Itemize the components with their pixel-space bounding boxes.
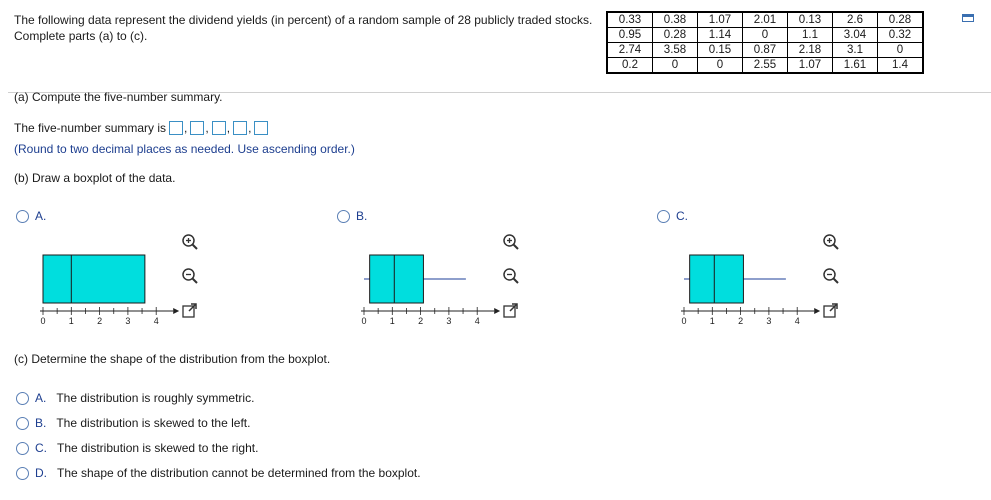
option-text: The distribution is skewed to the right. xyxy=(57,441,259,455)
tick-label: 2 xyxy=(738,316,744,326)
expand-icon[interactable] xyxy=(822,302,840,320)
shape-option-b[interactable] xyxy=(16,416,250,430)
table-cell: 0 xyxy=(698,58,743,74)
option-letter: C. xyxy=(676,209,688,223)
tick-label: 3 xyxy=(446,316,452,326)
table-cell: 2.01 xyxy=(743,12,788,28)
table-cell: 0 xyxy=(878,43,924,58)
table-cell: 2.18 xyxy=(788,43,833,58)
shape-option-d[interactable] xyxy=(16,466,421,480)
table-cell: 0.95 xyxy=(607,28,653,43)
table-cell: 0.2 xyxy=(607,58,653,74)
shape-option-c[interactable] xyxy=(16,441,258,455)
expand-icon[interactable] xyxy=(502,302,520,320)
table-cell: 2.55 xyxy=(743,58,788,74)
radio-shape-c[interactable] xyxy=(16,442,29,455)
option-letter: D. xyxy=(35,466,47,480)
tick-label: 1 xyxy=(68,316,74,326)
radio-a[interactable] xyxy=(16,210,29,223)
radio-c[interactable] xyxy=(657,210,670,223)
tick-label: 0 xyxy=(681,316,687,326)
option-letter: B. xyxy=(356,209,368,223)
option-text: The shape of the distribution cannot be determined from the boxplot. xyxy=(57,466,421,480)
table-row xyxy=(607,43,923,58)
table-row xyxy=(607,58,923,74)
zoom-out-icon[interactable] xyxy=(822,267,840,285)
option-letter: B. xyxy=(35,416,47,430)
table-cell: 0 xyxy=(743,28,788,43)
option-letter: A. xyxy=(35,391,47,405)
table-cell: 1.07 xyxy=(698,12,743,28)
zoom-out-icon[interactable] xyxy=(181,267,199,285)
tick-label: 3 xyxy=(125,316,131,326)
summary-input-3[interactable] xyxy=(212,121,226,135)
table-row xyxy=(607,28,923,43)
tick-label: 4 xyxy=(474,316,480,326)
data-table xyxy=(606,11,924,74)
table-cell: 3.04 xyxy=(833,28,878,43)
summary-input-5[interactable] xyxy=(254,121,268,135)
tick-label: 0 xyxy=(361,316,367,326)
table-cell: 1.1 xyxy=(788,28,833,43)
boxplot-option-b[interactable] xyxy=(337,209,367,223)
rounding-hint: (Round to two decimal places as needed. Use ascending order.) xyxy=(14,142,355,156)
part-a-heading: (a) Compute the five-number summary. xyxy=(14,90,223,104)
radio-shape-b[interactable] xyxy=(16,417,29,430)
tick-label: 1 xyxy=(389,316,395,326)
boxplot-a xyxy=(30,245,190,330)
option-letter: C. xyxy=(35,441,47,455)
zoom-in-icon[interactable] xyxy=(181,233,199,251)
summary-input-1[interactable] xyxy=(169,121,183,135)
part-c-heading: (c) Determine the shape of the distribution from the boxplot. xyxy=(14,352,331,366)
tick-label: 0 xyxy=(40,316,46,326)
table-cell: 1.4 xyxy=(878,58,924,74)
box xyxy=(43,255,145,303)
five-number-summary-row: The five-number summary is , , , , xyxy=(14,121,268,135)
table-cell: 0.13 xyxy=(788,12,833,28)
summary-input-2[interactable] xyxy=(190,121,204,135)
part-b-heading: (b) Draw a boxplot of the data. xyxy=(14,171,176,185)
tick-label: 3 xyxy=(766,316,772,326)
table-cell: 1.07 xyxy=(788,58,833,74)
table-cell: 0.87 xyxy=(743,43,788,58)
table-cell: 0.38 xyxy=(653,12,698,28)
tick-label: 2 xyxy=(97,316,103,326)
table-cell: 0.15 xyxy=(698,43,743,58)
zoom-in-icon[interactable] xyxy=(502,233,520,251)
table-cell: 0.32 xyxy=(878,28,924,43)
axis-arrow xyxy=(173,308,179,314)
summary-label: The five-number summary is xyxy=(14,121,167,135)
boxplot-b xyxy=(351,245,511,330)
tick-label: 1 xyxy=(709,316,715,326)
table-cell: 2.6 xyxy=(833,12,878,28)
expand-icon[interactable] xyxy=(181,302,199,320)
radio-shape-a[interactable] xyxy=(16,392,29,405)
axis-arrow xyxy=(494,308,500,314)
table-cell: 3.1 xyxy=(833,43,878,58)
tick-label: 4 xyxy=(794,316,800,326)
option-text: The distribution is skewed to the left. xyxy=(56,416,251,430)
axis-arrow xyxy=(814,308,820,314)
table-cell: 3.58 xyxy=(653,43,698,58)
boxplot-c xyxy=(671,245,831,330)
option-letter: A. xyxy=(35,209,47,223)
table-cell: 0.28 xyxy=(653,28,698,43)
table-cell: 0.28 xyxy=(878,12,924,28)
table-cell: 0.33 xyxy=(607,12,653,28)
radio-shape-d[interactable] xyxy=(16,467,29,480)
boxplot-option-a[interactable] xyxy=(16,209,46,223)
table-cell: 2.74 xyxy=(607,43,653,58)
box xyxy=(370,255,424,303)
boxplot-option-c[interactable] xyxy=(657,209,688,223)
popout-icon[interactable] xyxy=(962,14,974,24)
tick-label: 4 xyxy=(153,316,159,326)
shape-option-a[interactable] xyxy=(16,391,254,405)
tick-label: 2 xyxy=(418,316,424,326)
table-cell: 0 xyxy=(653,58,698,74)
table-cell: 1.14 xyxy=(698,28,743,43)
table-row xyxy=(607,12,923,28)
zoom-out-icon[interactable] xyxy=(502,267,520,285)
box xyxy=(690,255,744,303)
zoom-in-icon[interactable] xyxy=(822,233,840,251)
radio-b[interactable] xyxy=(337,210,350,223)
table-cell: 1.61 xyxy=(833,58,878,74)
problem-intro: The following data represent the dividend yields (in percent) of a random sample of 28 publicly traded stocks. Complete parts (a) to (c). xyxy=(14,13,593,43)
summary-input-4[interactable] xyxy=(233,121,247,135)
option-text: The distribution is roughly symmetric. xyxy=(56,391,255,405)
